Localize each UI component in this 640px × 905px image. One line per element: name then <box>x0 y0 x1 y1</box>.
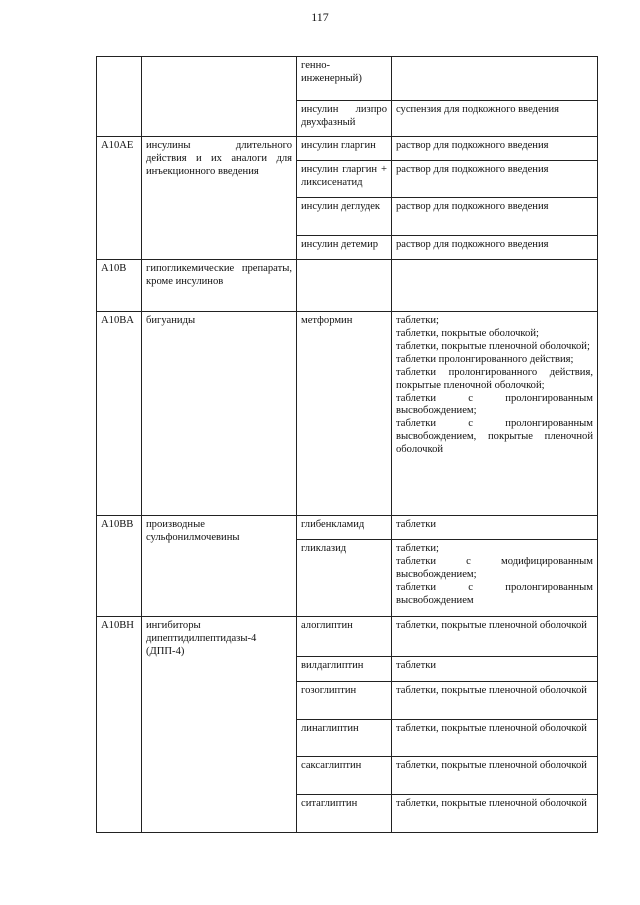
drug-name-cell: инсулин детемир <box>297 236 392 260</box>
dosage-form-cell <box>392 101 598 137</box>
dosage-form-cell <box>392 757 598 795</box>
dosage-form-cell <box>392 57 598 101</box>
drug-name-cell <box>297 260 392 312</box>
dosage-form-line: таблетки <box>396 660 437 671</box>
dosage-form-cell <box>392 657 598 682</box>
drug-table <box>96 56 598 833</box>
dosage-form-cell <box>392 161 598 198</box>
dosage-form-cell <box>392 617 598 657</box>
group-cell: производные сульфонилмочевины <box>142 516 297 617</box>
drug-name-cell: инсулин гларгин <box>297 137 392 161</box>
dosage-form-line: раствор для подкожного введения <box>396 164 549 175</box>
dosage-form-line: таблетки, покрытые пленочной оболочкой <box>396 685 587 696</box>
table-row <box>97 57 598 101</box>
dosage-form-cell <box>392 720 598 757</box>
table-row <box>97 137 598 161</box>
dosage-form-cell <box>392 682 598 720</box>
dosage-form-line: таблетки, покрытые оболочкой; <box>396 327 539 339</box>
atc-code-cell: A10BA <box>97 312 142 516</box>
atc-code-cell: A10AE <box>97 137 142 260</box>
dosage-form-line: таблетки, покрытые пленочной оболочкой <box>396 760 587 771</box>
dosage-form-cell <box>392 260 598 312</box>
drug-name-cell: линаглиптин <box>297 720 392 757</box>
page-number: 117 <box>311 10 329 24</box>
dosage-form-line: таблетки пролонгированного действия; <box>396 353 574 365</box>
group-cell: ингибиторы дипептидилпептидазы-4 (ДПП-4) <box>142 617 297 833</box>
atc-code-cell: A10BH <box>97 617 142 833</box>
dosage-form-line: таблетки, покрытые пленочной оболочкой <box>396 723 587 734</box>
dosage-form-line: таблетки с пролонгированным высвобождением <box>396 581 593 606</box>
atc-code-cell: A10BB <box>97 516 142 617</box>
dosage-form-line: суспензия для подкожного введения <box>396 104 559 115</box>
drug-name-cell: инсулин гларгин + ликсисенатид <box>297 161 392 198</box>
table-row <box>97 516 598 540</box>
drug-name-cell: инсулин лизпро двухфазный <box>297 101 392 137</box>
dosage-form-line: таблетки; <box>396 543 439 554</box>
dosage-form-cell <box>392 137 598 161</box>
drug-name-cell: алоглиптин <box>297 617 392 657</box>
drug-name-cell: гликлазид <box>297 540 392 617</box>
drug-name-cell: метформин <box>297 312 392 516</box>
dosage-form-line: таблетки пролонгированного действия, покрытые пленочной оболочкой; <box>396 366 593 391</box>
dosage-form-line: раствор для подкожного введения <box>396 239 549 250</box>
dosage-form-cell <box>392 540 598 617</box>
dosage-form-line: таблетки, покрытые пленочной оболочкой <box>396 798 587 809</box>
dosage-form-line: таблетки <box>396 519 437 530</box>
dosage-form-line: таблетки с пролонгированным высвобождением; <box>396 392 593 417</box>
dosage-form-line: раствор для подкожного введения <box>396 201 549 212</box>
group-cell: бигуаниды <box>142 312 297 516</box>
drug-name-cell: глибенкламид <box>297 516 392 540</box>
dosage-form-line: раствор для подкожного введения <box>396 140 549 151</box>
dosage-form-line: таблетки с модифицированным высвобождением; <box>396 555 593 580</box>
table-row <box>97 312 598 516</box>
drug-name-cell: гозоглиптин <box>297 682 392 720</box>
dosage-form-cell <box>392 198 598 236</box>
dosage-form-line: таблетки, покрытые пленочной оболочкой <box>396 620 587 631</box>
drug-name-cell: инсулин деглудек <box>297 198 392 236</box>
dosage-form-cell <box>392 236 598 260</box>
dosage-form-line: таблетки, покрытые пленочной оболочкой; <box>396 340 590 352</box>
group-cell: гипогликемические препараты, кроме инсулинов <box>142 260 297 312</box>
atc-code-cell: A10B <box>97 260 142 312</box>
dosage-form-line: таблетки с пролонгированным высвобождением, покрытые пленочной оболочкой <box>396 418 593 456</box>
dosage-form-cell <box>392 516 598 540</box>
table-row <box>97 617 598 657</box>
dosage-form-cell <box>392 795 598 833</box>
atc-code-cell <box>97 57 142 137</box>
drug-name-cell: вилдаглиптин <box>297 657 392 682</box>
group-cell <box>142 57 297 137</box>
drug-name-cell: саксаглиптин <box>297 757 392 795</box>
table-row <box>97 260 598 312</box>
group-cell: инсулины длительного действия и их аналоги для инъекционного введения <box>142 137 297 260</box>
drug-name-cell: генно-инженерный) <box>297 57 392 101</box>
drug-name-cell: ситаглиптин <box>297 795 392 833</box>
dosage-form-cell <box>392 312 598 516</box>
dosage-form-line: таблетки; <box>396 315 439 326</box>
